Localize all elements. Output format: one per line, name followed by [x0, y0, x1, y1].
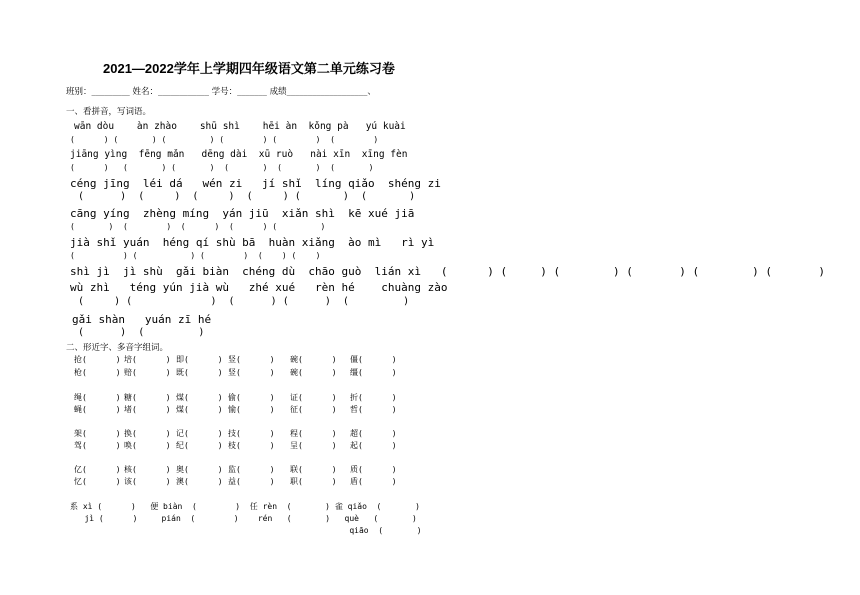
- word-group-cell: 记( ): [176, 429, 223, 438]
- word-group-cell: 折( ): [350, 393, 397, 402]
- word-group-cell: 偷( ): [228, 393, 275, 402]
- word-group-cell: 联( ): [290, 465, 337, 474]
- word-group-cell: 澳( ): [176, 477, 223, 486]
- section2-heading: 二、形近字、多音字组词。: [66, 343, 169, 353]
- pinyin-row-5: jià shǐ yuán héng qí shù bā huàn xiǎng ào mì rì yì: [70, 236, 435, 249]
- word-group-cell: 奥( ): [176, 465, 223, 474]
- answer-blanks-row-2: ( ) ( ) ( ) ( ) ( ) ( ): [70, 163, 374, 172]
- pinyin-row-3: céng jīng léi dá wén zi jí shǐ líng qiǎo shéng zi: [70, 177, 441, 190]
- word-group-cell: 培( ): [124, 355, 171, 364]
- word-group-cell: 驾( ): [74, 441, 121, 450]
- word-group-cell: 亿( ): [74, 465, 121, 474]
- answer-blanks-row-5: ( ) ( ) ( ) ( ) ( ): [70, 251, 321, 260]
- answer-blanks-row-3: ( ) ( ) ( ) ( ) ( ) ( ): [72, 191, 416, 202]
- word-group-cell: 抢( ): [74, 355, 121, 364]
- polyphone-row-1: 系 xì ( ) 便 biàn ( ) 任 rèn ( ) 雀 qiǎo ( ): [70, 502, 420, 511]
- word-group-cell: 赔( ): [124, 368, 171, 377]
- answer-blanks-row-8: ( ) ( ): [72, 327, 205, 338]
- pinyin-row-1: wān dòu àn zhào shū shì hēi àn kǒng pà yú kuài: [74, 121, 406, 132]
- word-group-cell: 竖( ): [228, 355, 275, 364]
- polyphone-row-3: qiāo ( ): [70, 526, 422, 535]
- section1-heading: 一、看拼音，写词语。: [66, 107, 152, 117]
- word-group-cell: 益( ): [228, 477, 275, 486]
- student-info-line: 班别：_________ 姓名：____________ 学号：_______ 成绩___________________、: [66, 87, 376, 97]
- word-group-cell: 该( ): [124, 477, 171, 486]
- word-group-cell: 碗( ): [290, 368, 337, 377]
- word-group-cell: 换( ): [124, 429, 171, 438]
- word-group-cell: 煤( ): [176, 405, 223, 414]
- word-group-cell: 核( ): [124, 465, 171, 474]
- word-group-cell: 碗( ): [290, 355, 337, 364]
- word-group-cell: 架( ): [74, 429, 121, 438]
- word-group-cell: 煤( ): [176, 393, 223, 402]
- word-group-cell: 征( ): [290, 405, 337, 414]
- word-group-cell: 哲( ): [350, 405, 397, 414]
- word-group-cell: 缰( ): [350, 368, 397, 377]
- page-title: 2021—2022学年上学期四年级语文第二单元练习卷: [103, 61, 395, 76]
- word-group-cell: 绳( ): [74, 393, 121, 402]
- answer-blanks-row-7: ( ) ( ) ( ) ( ) ( ): [72, 296, 410, 307]
- word-group-cell: 糖( ): [124, 393, 171, 402]
- word-group-cell: 愉( ): [228, 405, 275, 414]
- word-group-cell: 职( ): [290, 477, 337, 486]
- word-group-cell: 枝( ): [228, 441, 275, 450]
- pinyin-row-8: gǎi shàn yuán zī hé: [72, 313, 212, 326]
- word-group-cell: 程( ): [290, 429, 337, 438]
- word-group-cell: 证( ): [290, 393, 337, 402]
- word-group-cell: 堵( ): [124, 405, 171, 414]
- word-group-cell: 起( ): [350, 441, 397, 450]
- word-group-cell: 呈( ): [290, 441, 337, 450]
- word-group-cell: 僵( ): [350, 355, 397, 364]
- pinyin-row-4: cāng yíng zhèng míng yán jiū xiǎn shì kē xué jiā: [70, 207, 415, 220]
- answer-blanks-row-1: ( ) ( ) ( ) ( ) ( ) ( ): [70, 135, 379, 144]
- word-group-cell: 技( ): [228, 429, 275, 438]
- word-group-cell: 枪( ): [74, 368, 121, 377]
- word-group-cell: 即( ): [176, 355, 223, 364]
- pinyin-row-2: jiāng yìng fēng mǎn dēng dài xū ruò nài xīn xīng fèn: [70, 149, 408, 160]
- word-group-cell: 唤( ): [124, 441, 171, 450]
- pinyin-row-7: wù zhì téng yún jià wù zhé xué rèn hé chuàng zào: [70, 281, 448, 294]
- word-group-cell: 盾( ): [350, 477, 397, 486]
- word-group-cell: 超( ): [350, 429, 397, 438]
- word-group-cell: 忆( ): [74, 477, 121, 486]
- word-group-cell: 纪( ): [176, 441, 223, 450]
- word-group-cell: 质( ): [350, 465, 397, 474]
- answer-blanks-row-4: ( ) ( ) ( ) ( ) ( ): [70, 222, 326, 231]
- word-group-cell: 蝇( ): [74, 405, 121, 414]
- pinyin-row-6: shì jì jì shù gǎi biàn chéng dù chāo guò lián xì ( ) ( ) ( ) ( ) ( ) ( ): [70, 265, 825, 278]
- word-group-cell: 竖( ): [228, 368, 275, 377]
- polyphone-row-2: jì ( ) pián ( ) rén ( ) què ( ): [70, 514, 417, 523]
- word-group-cell: 监( ): [228, 465, 275, 474]
- word-group-cell: 既( ): [176, 368, 223, 377]
